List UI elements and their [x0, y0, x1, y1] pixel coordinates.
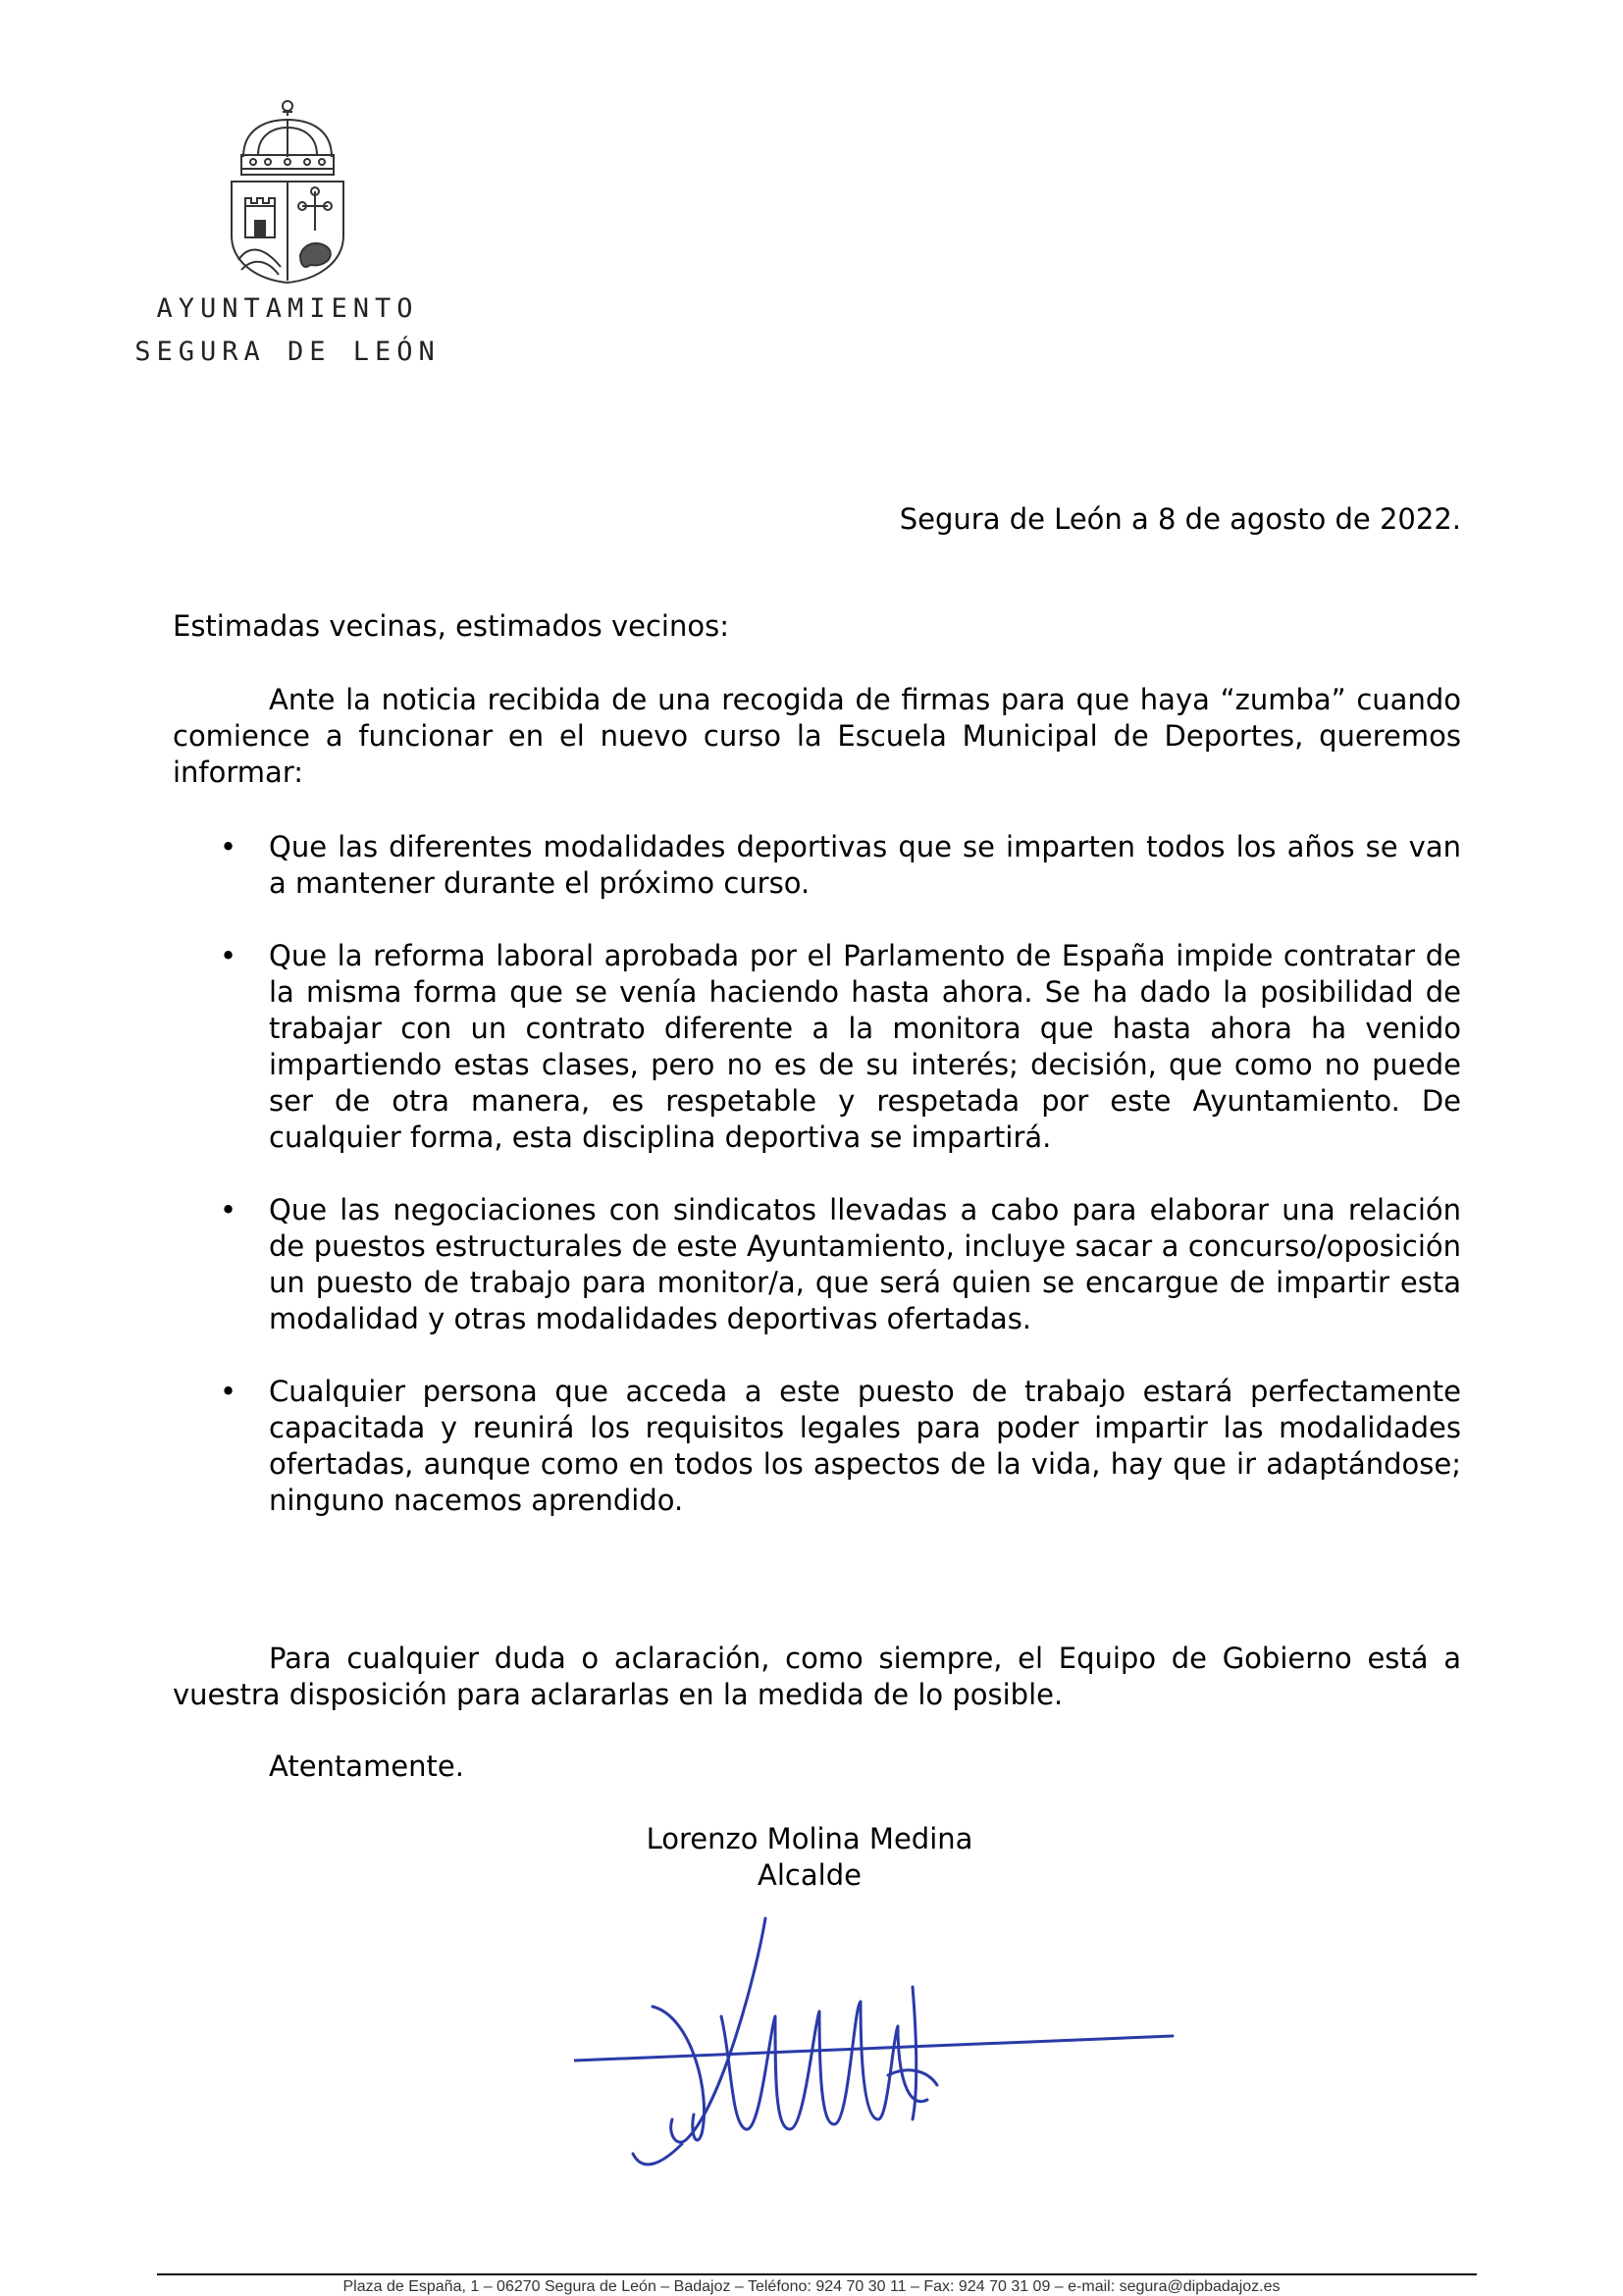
- signer-name: Lorenzo Molina Medina: [646, 1822, 973, 1855]
- coat-of-arms-icon: [214, 98, 361, 285]
- bullet-list: [173, 829, 1461, 1555]
- handwritten-signature: [574, 1899, 1182, 2193]
- bullet-icon: •: [220, 1193, 237, 1226]
- list-item: [173, 829, 1461, 902]
- intro-paragraph: [173, 682, 1461, 791]
- list-item-text: Que la reforma laboral aprobada por el Parlamento de España impide contratar de la misma forma que se venía haciendo hasta ahora. Se ha dado la posibilidad de trabajar con un contrato diferente a la monitora que hasta ahora ha venido impartiendo estas clases, pero no es de su interés; decisión, que como no puede ser de otra manera, es respetable y respetada por este Ayuntamiento. De cualquier forma, esta disciplina deportiva se impartirá.: [269, 939, 1461, 1154]
- list-item-text: Que las diferentes modalidades deportivas que se imparten todos los años se van a mantener durante el próximo curso.: [269, 830, 1461, 900]
- org-name-line1: AYUNTAMIENTO: [156, 293, 419, 324]
- letter-date: Segura de León a 8 de agosto de 2022.: [899, 502, 1461, 536]
- list-item-text: Que las negociaciones con sindicatos llevadas a cabo para elaborar una relación de puestos estructurales de este Ayuntamiento, incluye sacar a concurso/oposición un puesto de trabajo para monitor/a, que será quien se encargue de impartir esta modalidad y otras modalidades deportivas ofertadas.: [269, 1193, 1461, 1335]
- intro-text: Ante la noticia recibida de una recogida de firmas para que haya “zumba” cuando comience a funcionar en el nuevo curso la Escuela Municipal de Deportes, queremos informar:: [173, 683, 1461, 789]
- list-item: [173, 938, 1461, 1156]
- org-name-line2: SEGURA DE LEÓN: [134, 337, 441, 367]
- list-item: [173, 1374, 1461, 1519]
- salutation: Estimadas vecinas, estimados vecinos:: [173, 609, 729, 643]
- bullet-icon: •: [220, 830, 237, 863]
- signature-block: [589, 1821, 1030, 1894]
- signer-title: Alcalde: [758, 1858, 862, 1892]
- list-item-text: Cualquier persona que acceda a este puesto de trabajo estará perfectamente capacitada y reunirá los requisitos legales para poder impartir las modalidades ofertadas, aunque como en todos los aspectos de la vida, hay que ir adaptándose; ninguno nacemos aprendido.: [269, 1375, 1461, 1517]
- closing-text: Para cualquier duda o aclaración, como siempre, el Equipo de Gobierno está a vuestra disposición para aclararlas en la medida de lo posible.: [173, 1642, 1461, 1711]
- footer-contact: Plaza de España, 1 – 06270 Segura de León – Badajoz – Teléfono: 924 70 30 11 – Fax: 924 70 31 09 – e-mail: segura@dipbadajoz.es: [342, 2278, 1281, 2295]
- closing-paragraph: [173, 1641, 1461, 1713]
- bullet-icon: •: [220, 939, 237, 972]
- letterhead: [126, 98, 449, 371]
- list-item: [173, 1192, 1461, 1337]
- footer-divider: [157, 2273, 1477, 2275]
- regards: Atentamente.: [269, 1749, 464, 1783]
- bullet-icon: •: [220, 1375, 237, 1408]
